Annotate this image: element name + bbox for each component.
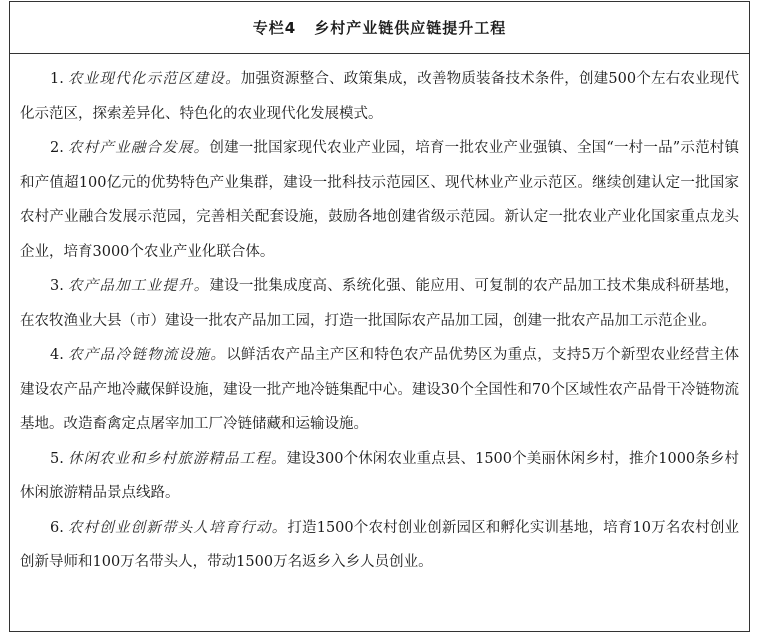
list-item [20, 338, 739, 442]
list-item [20, 269, 739, 338]
list-item [20, 62, 739, 131]
list-item [20, 131, 739, 269]
item-body: 加强资源整合、政策集成，改善物质装备技术条件，创建500个左右农业现代化示范区，探索差异化、特色化的农业现代化发展模式。 [20, 71, 739, 122]
item-number: 4. [50, 347, 64, 363]
item-body: 建设300个休闲农业重点县、1500个美丽休闲乡村，推介1000条乡村休闲旅游精品景点线路。 [20, 450, 740, 501]
item-heading: 农产品加工业提升。 [67, 278, 210, 294]
item-heading: 休闲农业和乡村旅游精品工程。 [67, 450, 287, 467]
item-number: 2. [50, 140, 64, 156]
item-number: 5. [50, 450, 64, 467]
item-number: 1. [50, 71, 64, 87]
item-body: 建设一批集成度高、系统化强、能应用、可复制的农产品加工技术集成科研基地，在农牧渔业大县（市）建设一批农产品加工园，打造一批国际农产品加工园，创建一批农产品加工示范企业。 [20, 278, 740, 329]
item-heading: 农村产业融合发展。 [67, 140, 210, 156]
item-body: 创建一批国家现代农业产业园，培育一批农业产业强镇、全国“一村一品”示范村镇和产值超100亿元的优势特色产业集群，建设一批科技示范园区、现代林业产业示范区。继续创建认定一批国家农村产业融合发展示范园，完善相关配套设施，鼓励各地创建省级示范园。新认定一批农业产业化国家重点龙头企业，培育3000个农业产业化联合体。 [20, 140, 739, 260]
feature-box [9, 1, 750, 632]
item-body: 打造1500个农村创业创新园区和孵化实训基地，培育10万名农村创业创新导师和100万名带头人，带动1500万名返乡入乡人员创业。 [20, 519, 739, 570]
item-number: 3. [50, 278, 64, 294]
item-heading: 农业现代化示范区建设。 [67, 71, 241, 87]
list-item [20, 511, 739, 580]
box-title-label: 专栏4 [252, 19, 297, 37]
box-title [10, 2, 749, 54]
box-content [10, 54, 749, 580]
item-heading: 农村创业创新带头人培育行动。 [67, 519, 288, 536]
item-heading: 农产品冷链物流设施。 [67, 347, 227, 363]
item-body: 以鲜活农产品主产区和特色农产品优势区为重点，支持5万个新型农业经营主体建设农产品产地冷藏保鲜设施，建设一批产地冷链集配中心。建设30个全国性和70个区域性农产品骨干冷链物流基地。改造畜禽定点屠宰加工厂冷链储藏和运输设施。 [20, 347, 739, 432]
list-item [20, 442, 739, 511]
item-number: 6. [50, 519, 64, 536]
box-title-text: 乡村产业链供应链提升工程 [314, 19, 507, 37]
